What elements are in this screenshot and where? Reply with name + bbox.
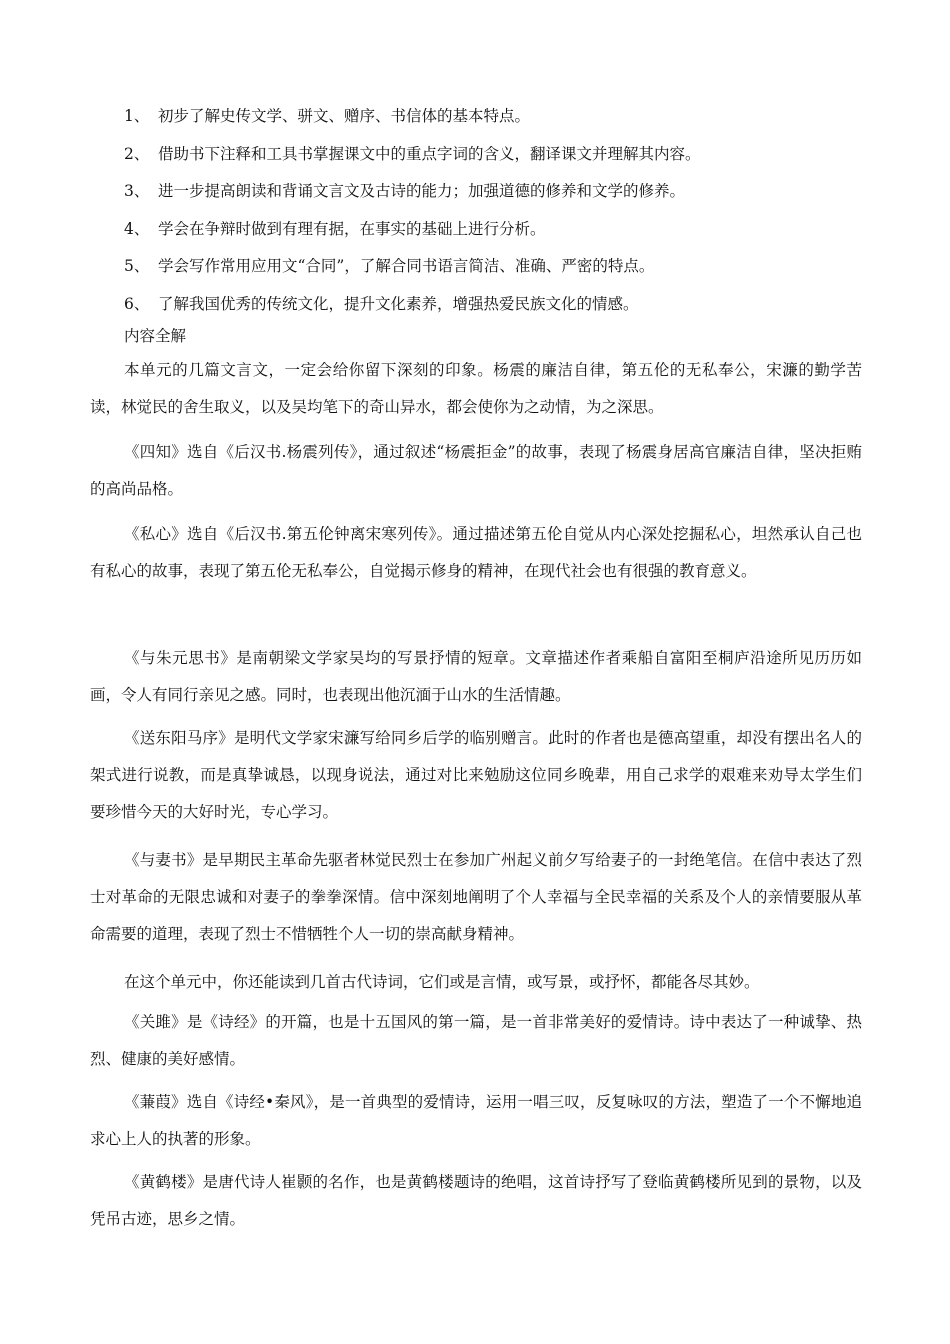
paragraph-poems-intro: 在这个单元中，你还能读到几首古代诗词，它们或是言情，或写景，或抒怀，都能各尽其妙。	[124, 973, 760, 991]
objective-text: 学会在争辩时做到有理有据，在事实的基础上进行分析。	[158, 219, 546, 238]
objective-number: 4、	[124, 219, 150, 238]
objective-text: 了解我国优秀的传统文化，提升文化素养，增强热爱民族文化的情感。	[158, 294, 639, 313]
objective-number: 2、	[124, 144, 150, 163]
objective-number: 3、	[124, 182, 150, 200]
paragraph-guanju: 《关雎》是《诗经》的开篇，也是十五国风的第一篇，是一首非常美好的爱情诗。诗中表达了一种诚挚、热烈、健康的美好感情。	[90, 1013, 862, 1068]
objective-text: 学会写作常用应用文“合同”，了解合同书语言简洁、准确、严密的特点。	[158, 257, 655, 275]
objective-text: 进一步提高朗读和背诵文言文及古诗的能力；加强道德的修养和文学的修养。	[158, 182, 686, 200]
paragraph-intro: 本单元的几篇文言文，一定会给你留下深刻的印象。杨震的廉洁自律，第五伦的无私奉公，宋濂的勤学苦读，林觉民的舍生取义，以及吴均笔下的奇山异水，都会使你为之动情，为之深思。	[90, 361, 862, 416]
objective-number: 6、	[124, 294, 150, 313]
paragraph-sixin: 《私心》选自《后汉书.第五伦钟离宋寒列传》。通过描述第五伦自觉从内心深处挖掘私心，坦然承认自己也有私心的故事，表现了第五伦无私奉公，自觉揭示修身的精神，在现代社会也有很强的教育意义。	[90, 525, 862, 580]
objective-item	[124, 173, 884, 211]
paragraph-sizhi: 《四知》选自《后汉书.杨震列传》，通过叙述“杨震拒金”的故事，表现了杨震身居高官廉洁自律，坚决拒贿的高尚品格。	[90, 443, 862, 498]
objective-number: 1、	[124, 107, 150, 125]
paragraph-huanghelou: 《黄鹤楼》是唐代诗人崔颢的名作，也是黄鹤楼题诗的绝唱，这首诗抒写了登临黄鹤楼所见到的景物，以及凭吊古迹，思乡之情。	[90, 1173, 862, 1228]
objective-item	[124, 248, 884, 286]
objective-item	[124, 286, 884, 324]
objectives-list	[124, 98, 884, 323]
objective-number: 5、	[124, 257, 150, 275]
paragraph-yu-zhu-yuan-si-shu: 《与朱元思书》是南朝梁文学家吴均的写景抒情的短章。文章描述作者乘船自富阳至桐庐沿途所见历历如画，令人有同行亲见之感。同时，也表现出他沉湎于山水的生活情趣。	[90, 649, 862, 704]
objective-text: 借助书下注释和工具书掌握课文中的重点字词的含义，翻译课文并理解其内容。	[158, 144, 701, 163]
section-title: 内容全解	[124, 327, 187, 345]
objective-item	[124, 136, 884, 174]
paragraph-yu-qi-shu: 《与妻书》是早期民主革命先驱者林觉民烈士在参加广州起义前夕写给妻子的一封绝笔信。在信中表达了烈士对革命的无限忠诚和对妻子的拳拳深情。信中深刻地阐明了个人幸福与全民幸福的关系及个人的亲情要服从革命需要的道理，表现了烈士不惜牺牲个人一切的崇高献身精神。	[90, 851, 862, 943]
objective-text: 初步了解史传文学、骈文、赠序、书信体的基本特点。	[158, 107, 531, 125]
paragraph-jianjia: 《蒹葭》选自《诗经•秦风》，是一首典型的爱情诗，运用一唱三叹，反复咏叹的方法，塑造了一个不懈地追求心上人的执著的形象。	[90, 1093, 862, 1148]
objective-item	[124, 98, 884, 136]
objective-item	[124, 211, 884, 249]
paragraph-song-dongyang-ma-xu: 《送东阳马序》是明代文学家宋濂写给同乡后学的临别赠言。此时的作者也是德高望重，却没有摆出名人的架式进行说教，而是真挚诚恳，以现身说法，通过对比来勉励这位同乡晚辈，用自己求学的艰难来劝导太学生们要珍惜今天的大好时光，专心学习。	[90, 729, 862, 821]
